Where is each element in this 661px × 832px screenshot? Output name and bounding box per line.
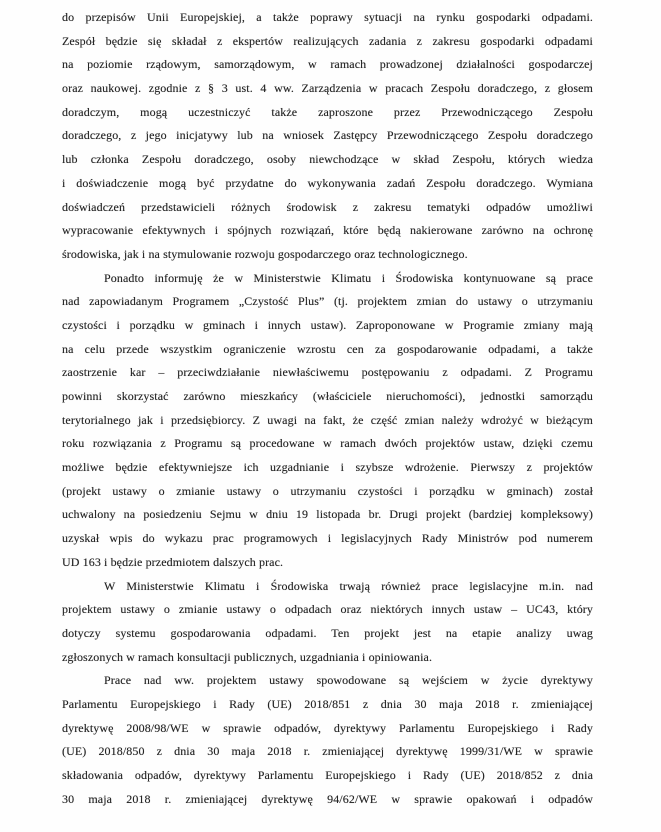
text-line: dotyczy systemu gospodarowania odpadami. Ten projekt jest na etapie analizy uwag (62, 625, 593, 640)
text-line: terytorialnego jak i przedsiębiorcy. Z uwagi na fakt, że część zmian należy wdrożyć w bieżącym (62, 412, 593, 427)
text-line: doradczego, z jego inicjatywy lub na wniosek Zastępcy Przewodniczącego Zespołu doradczego (62, 128, 593, 143)
text-line: dyrektywę 2008/98/WE w sprawie odpadów, dyrektywy Parlamentu Europejskiego i Rady (62, 720, 593, 735)
text-line: lub członka Zespołu doradczego, osoby niewchodzące w skład Zespołu, których wiedza (62, 152, 593, 167)
text-line: uchwalony na posiedzeniu Sejmu w dniu 19 listopada br. Drugi projekt (bardziej kompleksowy) (62, 507, 593, 522)
paragraph (62, 6, 593, 267)
text-line: środowiska, jak i na stymulowanie rozwoju gospodarczego oraz technologicznego. (62, 246, 468, 261)
text-line: Zespół będzie się składał z ekspertów realizujących zadania z zakresu gospodarki odpadami (62, 33, 593, 48)
text-line: uzyskał wpis do wykazu prac programowych i legislacyjnych Rady Ministrów pod numerem (62, 531, 593, 546)
text-line: Prace nad ww. projektem ustawy spowodowane są wejściem w życie dyrektywy (104, 673, 593, 688)
text-line: doświadczeń przedstawicieli różnych środowisk z zakresu tematyki odpadów umożliwi (62, 199, 593, 214)
text-line: składowania odpadów, dyrektywy Parlamentu Europejskiego i Rady (UE) 2018/852 z dnia (62, 768, 593, 782)
text-line: powinni skorzystać zarówno mieszkańcy (właściciele nieruchomości), jednostki samorządu (62, 389, 593, 403)
text-line: Parlamentu Europejskiego i Rady (UE) 2018/851 z dnia 30 maja 2018 r. zmieniającej (62, 696, 593, 711)
paragraph (62, 575, 593, 670)
text-line: nad zapowiadanym Programem „Czystość Plus” (tj. projektem zmian do ustawy o utrzymaniu (62, 294, 593, 309)
text-line: projektem ustawy o zmianie ustawy o odpadach oraz niektórych innych ustaw – UC43, który (62, 602, 593, 617)
text-line: W Ministerstwie Klimatu i Środowiska trwają również prace legislacyjne m.in. nad (104, 578, 593, 593)
text-line: Ponadto informuję że w Ministerstwie Klimatu i Środowiska kontynuowane są prace (104, 270, 593, 285)
text-line: doradczym, mogą uczestniczyć także zaproszone przez Przewodniczącego Zespołu (62, 104, 593, 119)
text-line: na celu przede wszystkim ograniczenie wzrostu cen za gospodarowanie odpadami, a także (62, 341, 593, 356)
text-line: i doświadczenie mogą być przydatne do wykonywania zadań Zespołu doradczego. Wymiana (62, 175, 593, 190)
text-line: czystości i porządku w gminach i innych ustaw). Zaproponowane w Programie zmiany mają (62, 317, 593, 332)
text-line: na poziomie rządowym, samorządowym, w ramach prowadzonej działalności gospodarczej (62, 57, 593, 72)
text-line: (UE) 2018/850 z dnia 30 maja 2018 r. zmieniającej dyrektywę 1999/31/WE w sprawie (62, 744, 593, 759)
text-line: UD 163 i będzie przedmiotem dalszych prac. (62, 554, 284, 569)
text-line: (projekt ustawy o zmianie ustawy o utrzymaniu czystości i porządku w gminach) został (62, 483, 593, 498)
paragraph (62, 267, 593, 575)
text-line: oraz naukowej. zgodnie z § 3 ust. 4 ww. Zarządzenia w pracach Zespołu doradczego, z głosem (62, 81, 593, 96)
text-line: zgłoszonych w ramach konsultacji publicznych, uzgadniania i opiniowania. (62, 649, 433, 664)
text-line: wypracowanie efektywnych i spójnych rozwiązań, które będą nakierowane zarówno na ochronę (62, 223, 593, 238)
text-line: roku rozwiązania z Programu są procedowane w ramach dwóch projektów ustaw, dzięki czemu (62, 436, 593, 451)
text-line: zaostrzenie kar – przeciwdziałanie niewłaściwemu postępowaniu z odpadami. Z Programu (62, 365, 593, 380)
paragraph (62, 669, 593, 811)
text-line: do przepisów Unii Europejskiej, a także poprawy sytuacji na rynku gospodarki odpadami. (62, 10, 593, 24)
text-line: możliwe będzie efektywniejsze ich uzgadnianie i szybsze wdrożenie. Pierwszy z projektów (62, 460, 593, 475)
text-block (62, 6, 593, 811)
text-line: 30 maja 2018 r. zmieniającej dyrektywę 94/62/WE w sprawie opakowań i odpadów (62, 791, 593, 806)
